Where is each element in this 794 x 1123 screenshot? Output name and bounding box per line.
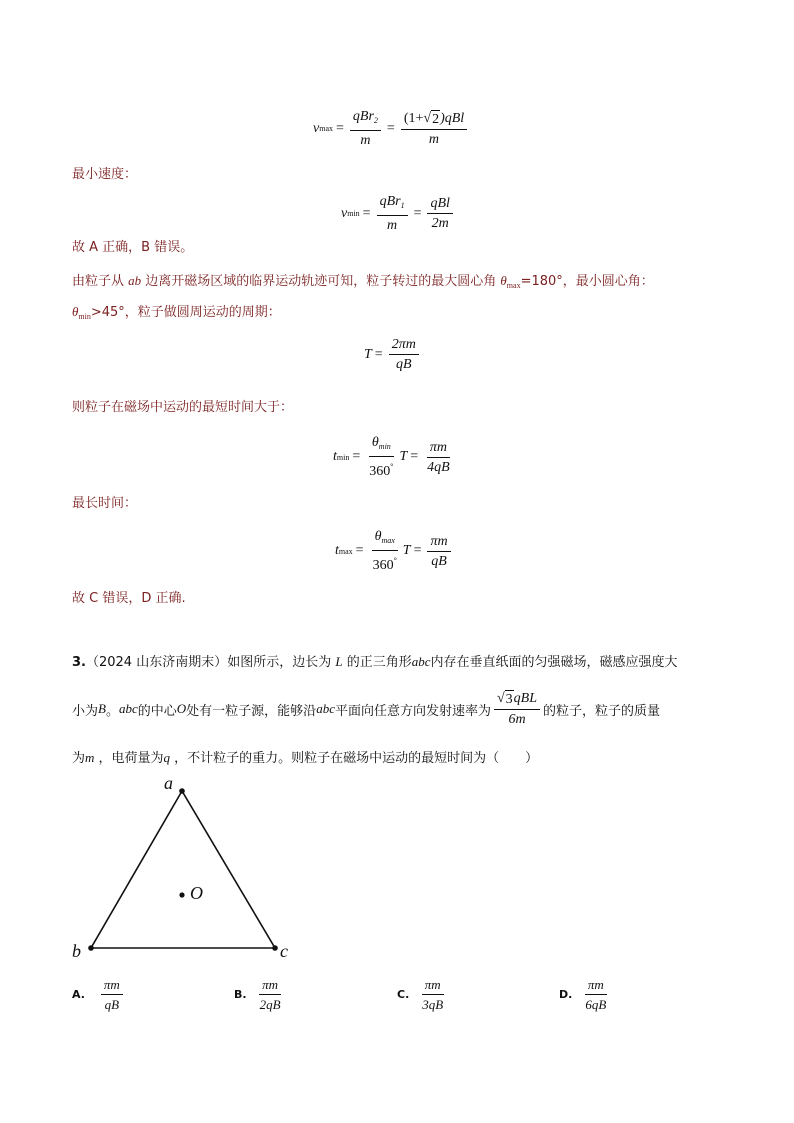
question-line-2 — [72, 690, 660, 728]
tmax-fraction-2 — [427, 533, 450, 570]
tmax-f2-num: πm — [427, 533, 450, 552]
label-c: c — [280, 941, 288, 961]
vmax-f1-num-sub: 2 — [373, 116, 378, 125]
angle-line-1 — [72, 271, 654, 296]
option-b-fraction — [257, 976, 284, 1013]
option-a-den: qB — [104, 997, 120, 1012]
label-min-time: 则粒子在磁场中运动的最短时间大于： — [72, 400, 294, 415]
question-number: 3. — [72, 655, 86, 670]
center-O-dot — [179, 892, 184, 897]
period-fraction — [389, 336, 419, 373]
option-c-letter: C. — [397, 988, 410, 1001]
var-q: q — [163, 750, 171, 765]
vmin-f1-den: m — [387, 218, 398, 233]
option-b-den: 2qB — [259, 997, 281, 1012]
speed-fraction — [494, 690, 540, 728]
vertex-c-dot — [272, 945, 278, 951]
tmin-fraction-2 — [424, 439, 453, 476]
question-line2-b: 。 — [105, 703, 119, 719]
vmax-f2-rad: 2 — [432, 111, 440, 127]
period-num: 2πm — [389, 336, 419, 355]
vmin-fraction-2 — [427, 195, 452, 232]
period-lhs: T — [364, 346, 372, 362]
question-line1-a: 如图所示，边长为 — [227, 655, 336, 670]
var-abc-3: abc — [316, 701, 335, 716]
angle-line-1-a: 由粒子从 — [72, 274, 129, 289]
label-max-time: 最长时间： — [72, 496, 138, 511]
tmax-f1-num-sub: max — [381, 536, 395, 545]
triangle-abc — [91, 791, 275, 948]
angle-line-2-b: >45°，粒子做圆周运动的周期： — [90, 305, 281, 320]
tmax-T: T — [402, 543, 411, 558]
label-min-speed: 最小速度： — [72, 167, 138, 182]
angle-line-1-c: =180°，最小圆心角： — [520, 274, 654, 289]
tmin-degree: ° — [390, 462, 394, 471]
tmin-lhs: t — [333, 449, 337, 464]
tmax-f1-den: 360 — [372, 558, 394, 573]
option-c[interactable] — [397, 976, 449, 1013]
tmin-fraction-1 — [366, 434, 396, 480]
question-line2-f: 的粒子，粒子的质量 — [543, 703, 661, 719]
question-line-3 — [72, 748, 538, 769]
option-a-num: πm — [101, 976, 123, 995]
option-b[interactable] — [234, 976, 287, 1013]
var-abc: abc — [411, 654, 431, 669]
tmax-degree: ° — [393, 556, 397, 565]
question-line2-e: 平面向任意方向发射速率为 — [334, 703, 491, 719]
option-d-num: πm — [585, 976, 607, 995]
tmin-f1-den: 360 — [369, 464, 391, 479]
vmin-f2-num: qBl — [427, 195, 452, 214]
formula-vmin: v min = $\frac{qBr_1}{m}$ = $\frac{\text{qBl}}{2m}$ — [341, 193, 456, 234]
question-line3-a: 为 — [72, 751, 86, 766]
option-d-fraction — [582, 976, 609, 1013]
tmax-lhs-sub: max — [338, 546, 353, 556]
triangle-figure — [60, 770, 310, 970]
question-line3-b: ，电荷量为 — [94, 751, 164, 766]
tmax-f1-num: θ — [374, 529, 382, 544]
var-B: B — [98, 701, 106, 716]
vmax-f1-num: qBr — [352, 109, 374, 124]
tmax-fraction-1 — [370, 528, 400, 574]
formula-period: T = $\frac{2\pi m}{qB}$ — [364, 336, 422, 373]
tmin-f2-den: 4qB — [427, 459, 450, 475]
option-d-den: 6qB — [585, 997, 607, 1012]
vmin-f1-num: qBr — [379, 194, 401, 209]
theta-min-sub: min — [78, 312, 91, 321]
tmax-lhs: t — [335, 543, 339, 558]
formula-tmax: t max = $\frac{\theta_{max}}{360^\circ}$ T = $\frac{\pi m}{qB}$ — [335, 528, 454, 574]
vmin-lhs: v — [341, 205, 348, 221]
question-line2-c: 的中心 — [137, 703, 177, 719]
angle-line-1-b: 边离开磁场区域的临界运动轨迹可知，粒子转过的最大圆心角 — [141, 274, 501, 289]
vmax-fraction-1 — [350, 108, 381, 149]
sqrt-symbol-speed: √ 3 — [496, 691, 513, 707]
option-b-letter: B. — [234, 988, 247, 1001]
vmax-lhs-sub: max — [319, 124, 333, 133]
tmin-f1-num: θ — [371, 435, 379, 450]
speed-rad: 3 — [505, 692, 513, 707]
vmin-fraction-1 — [377, 193, 408, 234]
option-b-num: πm — [259, 976, 281, 995]
var-abc-2: abc — [118, 701, 138, 716]
tmin-f2-num: πm — [427, 439, 450, 458]
tmin-f1-num-sub: min — [378, 442, 391, 451]
vmin-f2-den: 2m — [431, 216, 449, 231]
conclusion-cd: 故 C 错误，D 正确. — [72, 591, 186, 606]
theta-min-symbol: θ — [72, 304, 79, 319]
angle-line-2 — [72, 302, 281, 327]
option-d-letter: D. — [559, 988, 573, 1001]
angle-line-1-ab: ab — [128, 273, 142, 288]
conclusion-ab: 故 A 正确，B 错误。 — [72, 240, 194, 255]
label-a: a — [164, 773, 173, 793]
vmax-f1-den: m — [360, 133, 371, 148]
option-c-num: πm — [422, 976, 444, 995]
vmin-lhs-sub: min — [347, 209, 360, 218]
vertex-b-dot — [88, 945, 94, 951]
option-a[interactable] — [72, 976, 126, 1013]
label-O: O — [190, 883, 203, 903]
question-line1-b: 的正三角形 — [342, 655, 412, 670]
vmin-f1-num-sub: 1 — [400, 201, 405, 210]
option-c-den: 3qB — [422, 997, 444, 1012]
question-line2-a: 小为 — [72, 703, 99, 719]
vmax-fraction-2 — [401, 110, 467, 148]
var-O: O — [176, 701, 187, 716]
option-d[interactable] — [559, 976, 612, 1013]
question-line-1 — [72, 652, 678, 673]
option-a-fraction — [101, 976, 123, 1013]
speed-num: qBL — [513, 691, 538, 706]
tmax-f2-den: qB — [431, 553, 447, 569]
question-line1-c: 内存在垂直纸面的匀强磁场，磁感应强度大 — [430, 655, 678, 670]
vmax-f2-pre: (1+ — [403, 110, 424, 126]
label-b: b — [72, 941, 81, 961]
sqrt-symbol: √ 2 — [423, 110, 440, 127]
vertex-a-dot — [179, 788, 185, 794]
var-L: L — [335, 654, 343, 669]
vmax-f2-post: )qBl — [440, 110, 465, 126]
var-m: m — [85, 750, 95, 765]
question-line3-c: ，不计粒子的重力。则粒子在磁场中运动的最短时间为（ ） — [170, 751, 539, 766]
vmax-lhs: v — [313, 120, 320, 136]
theta-max-sub: max — [506, 281, 521, 290]
tmin-lhs-sub: min — [336, 452, 350, 462]
vmax-f2-den: m — [428, 131, 440, 147]
option-a-letter: A. — [72, 988, 85, 1001]
period-den: qB — [395, 357, 412, 372]
option-c-fraction — [419, 976, 446, 1013]
question-line2-d: 处有一粒子源，能够沿 — [186, 703, 317, 719]
formula-vmax: v max = $\frac{qBr_2}{m}$ = (1+√ 2 )qBl m — [313, 108, 470, 149]
question-source: （2024 山东济南期末） — [85, 655, 228, 670]
formula-tmin: t min = $\frac{\theta_{min}}{360^\circ}$ T = $\frac{\pi m}{4qB}$ — [333, 434, 456, 480]
tmin-T: T — [399, 449, 408, 464]
theta-max-symbol: θ — [500, 273, 507, 288]
speed-den: 6m — [508, 712, 526, 727]
